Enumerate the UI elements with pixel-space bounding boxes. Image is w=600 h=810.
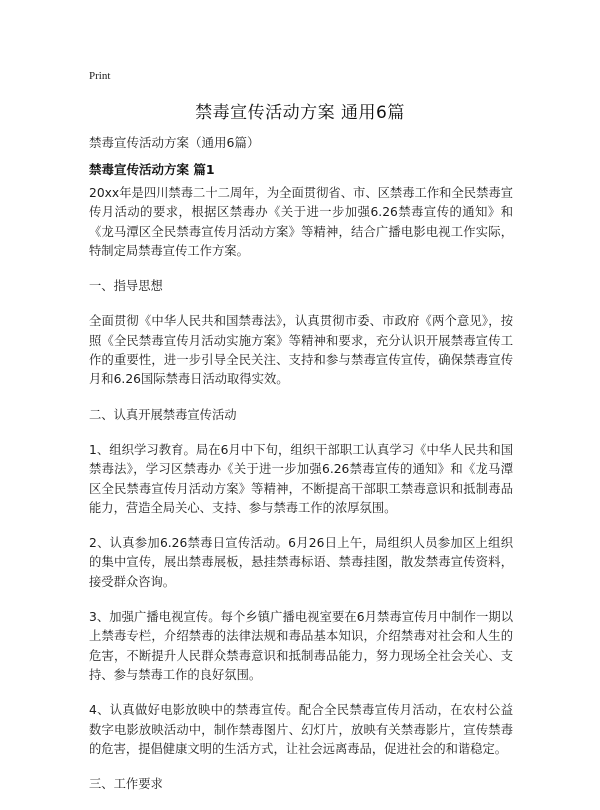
heading-guiding-ideology: 一、指导思想: [89, 279, 163, 294]
activity-item-1: 1、组织学习教育。局在6月中下旬，组织干部职工认真学习《中华人民共和国禁毒法》，学习区禁毒办《关于进一步加强6.26禁毒宣传的通知》和《龙马潭区全民禁毒宣传月活动方案》等精神，不断提高干部职工禁毒意识和抵制毒品能力，营造全局关心、支持、参与禁毒工作的浓厚氛围。: [89, 442, 513, 515]
activity-item-4: 4、认真做好电影放映中的禁毒宣传。配合全民禁毒宣传月活动，在农村公益数字电影放映活动中，制作禁毒图片、幻灯片，放映有关禁毒影片，宣传禁毒的危害，提倡健康文明的生活方式，让社会远离毒品，促进社会的和谐稳定。: [89, 703, 513, 756]
activity-item-3: 3、加强广播电视宣传。每个乡镇广播电视室要在6月禁毒宣传月中制作一期以上禁毒专栏，介绍禁毒的法律法规和毒品基本知识，介绍禁毒对社会和人生的危害，不断提升人民群众禁毒意识和抵制毒品能力，努力现场全社会关心、支持、参与禁毒工作的良好氛围。: [89, 610, 513, 682]
document-body: [89, 184, 513, 810]
document-subtitle: 禁毒宣传活动方案（通用6篇）: [89, 135, 260, 150]
document-title: 禁毒宣传活动方案 通用6篇: [195, 103, 405, 123]
section-heading: 禁毒宣传活动方案 篇1: [89, 162, 215, 177]
guiding-ideology-paragraph: 全面贯彻《中华人民共和国禁毒法》，认真贯彻市委、市政府《两个意见》，按照《全民禁毒宣传月活动实施方案》等精神和要求，充分认识开展禁毒宣传工作的重要性，进一步引导全民关注、支持和参与禁毒宣传宣传，确保禁毒宣传月和6.26国际禁毒日活动取得实效。: [89, 314, 513, 387]
heading-activities: 二、认真开展禁毒宣传活动: [89, 407, 237, 422]
intro-paragraph: 20xx年是四川禁毒二十二周年，为全面贯彻省、市、区禁毒工作和全民禁毒宣传月活动的要求，根据区禁毒办《关于进一步加强6.26禁毒宣传的通知》和《龙马潭区全民禁毒宣传月活动方案》等精神，结合广播电影电视工作实际，特制定局禁毒宣传工作方案。: [89, 186, 513, 258]
heading-work-requirements: 三、工作要求: [89, 777, 163, 792]
print-label: Print: [89, 70, 111, 82]
activity-item-2: 2、认真参加6.26禁毒日宣传活动。6月26日上午，局组织人员参加区上组织的集中宣传，展出禁毒展板，悬挂禁毒标语、禁毒挂图，散发禁毒宣传资料，接受群众咨询。: [89, 536, 513, 589]
